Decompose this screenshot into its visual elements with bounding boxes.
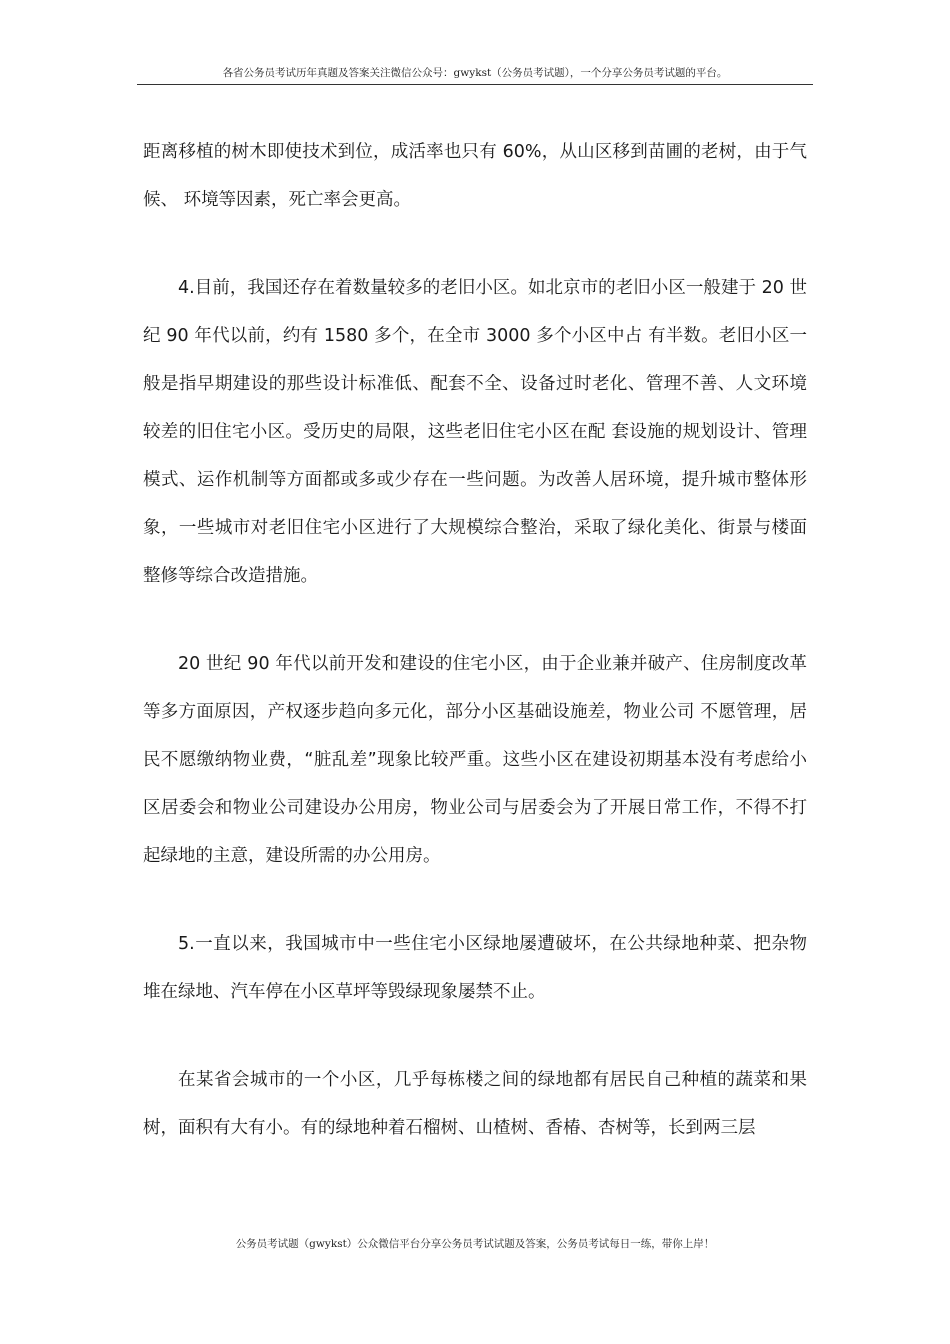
document-body (143, 128, 807, 1152)
paragraph-item-5-detail: 在某省会城市的一个小区，几乎每栋楼之间的绿地都有居民自己种植的蔬菜和果树，面积有大有小。有的绿地种着石榴树、山楂树、香椿、杏树等，长到两三层 (143, 1070, 807, 1138)
page-footer: 公务员考试题（gwykst）公众微信平台分享公务员考试试题及答案，公务员考试每日一练，带你上岸！ (235, 1238, 715, 1250)
paragraph-item-4: 4.目前，我国还存在着数量较多的老旧小区。如北京市的老旧小区一般建于 20 世纪 90 年代以前，约有 1580 多个，在全市 3000 多个小区中占 有半数。老旧小区一般是指早期建设的那些设计标准低、配套不全、设备过时老化、管理不善、人文环境较差的旧住宅小区。受历史的局限，这些老旧住宅小区在配 套设施的规划设计、管理模式、运作机制等方面都或多或少存在一些问题。为改善人居环境，提升城市整体形象，一些城市对老旧住宅小区进行了大规模综合整治，采取了绿化美化、街景与楼面整修等综合改造措施。 (143, 278, 807, 586)
page-header: 各省公务员考试历年真题及答案关注微信公众号：gwykst（公务员考试题），一个分享公务员考试题的平台。 (222, 67, 728, 79)
paragraph-continuation: 距离移植的树木即使技术到位，成活率也只有 60%，从山区移到苗圃的老树，由于气候、 环境等因素，死亡率会更高。 (143, 142, 807, 210)
header-divider (137, 84, 813, 85)
paragraph-item-4-detail: 20 世纪 90 年代以前开发和建设的住宅小区，由于企业兼并破产、住房制度改革等多方面原因，产权逐步趋向多元化，部分小区基础设施差，物业公司 不愿管理，居民不愿缴纳物业费，“脏乱差”现象比较严重。这些小区在建设初期基本没有考虑给小区居委会和物业公司建设办公用房，物业公司与居委会为了开展日常工作，不得不打起绿地的主意，建设所需的办公用房。 (143, 654, 807, 866)
paragraph-item-5: 5.一直以来，我国城市中一些住宅小区绿地屡遭破坏，在公共绿地种菜、把杂物堆在绿地、汽车停在小区草坪等毁绿现象屡禁不止。 (143, 934, 807, 1002)
